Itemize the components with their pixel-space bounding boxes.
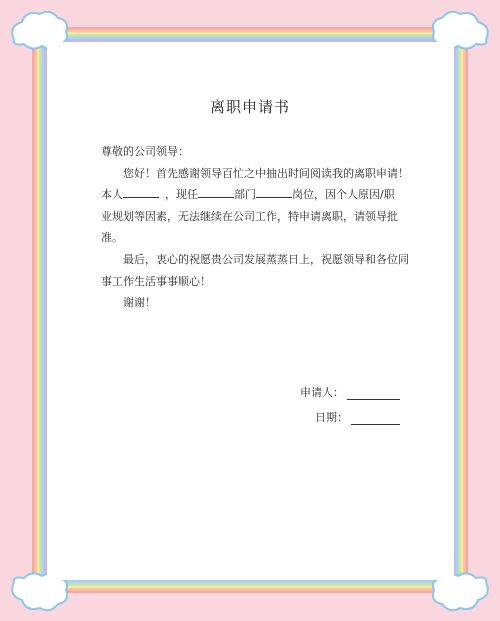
reason-line: 业规划等因素，无法继续在公司工作，特申请离职，请领导批准。 — [101, 209, 398, 245]
greeting-paragraph: 您好！首先感谢领导百忙之中抽出时间阅读我的离职申请！ — [123, 166, 409, 180]
position-paragraph — [101, 184, 409, 206]
letter-body — [101, 141, 409, 314]
document-title: 离职申请书 — [209, 98, 290, 116]
wishes-line-1: 最后，衷心的祝愿贵公司发展蒸蒸日上，祝愿领导和各位同 — [123, 252, 409, 266]
applicant-row — [300, 384, 400, 400]
position-blank — [256, 185, 292, 198]
applicant-signature-line — [347, 387, 400, 400]
wishes-line-2: 事工作生活事事顺心！ — [101, 274, 211, 288]
date-line — [351, 412, 400, 425]
date-row — [300, 409, 400, 425]
current-text: ，现任 — [165, 188, 198, 202]
salutation: 尊敬的公司领导： — [101, 145, 189, 158]
applicant-label: 申请人： — [300, 386, 344, 399]
person-prefix: 本人 — [101, 188, 123, 202]
name-blank — [123, 185, 159, 198]
date-label: 日期： — [315, 411, 348, 424]
position-text: 岗位，因个人原因/职 — [292, 188, 395, 202]
thanks-line: 谢谢！ — [123, 296, 156, 310]
department-blank — [198, 185, 234, 198]
department-text: 部门 — [234, 188, 256, 202]
